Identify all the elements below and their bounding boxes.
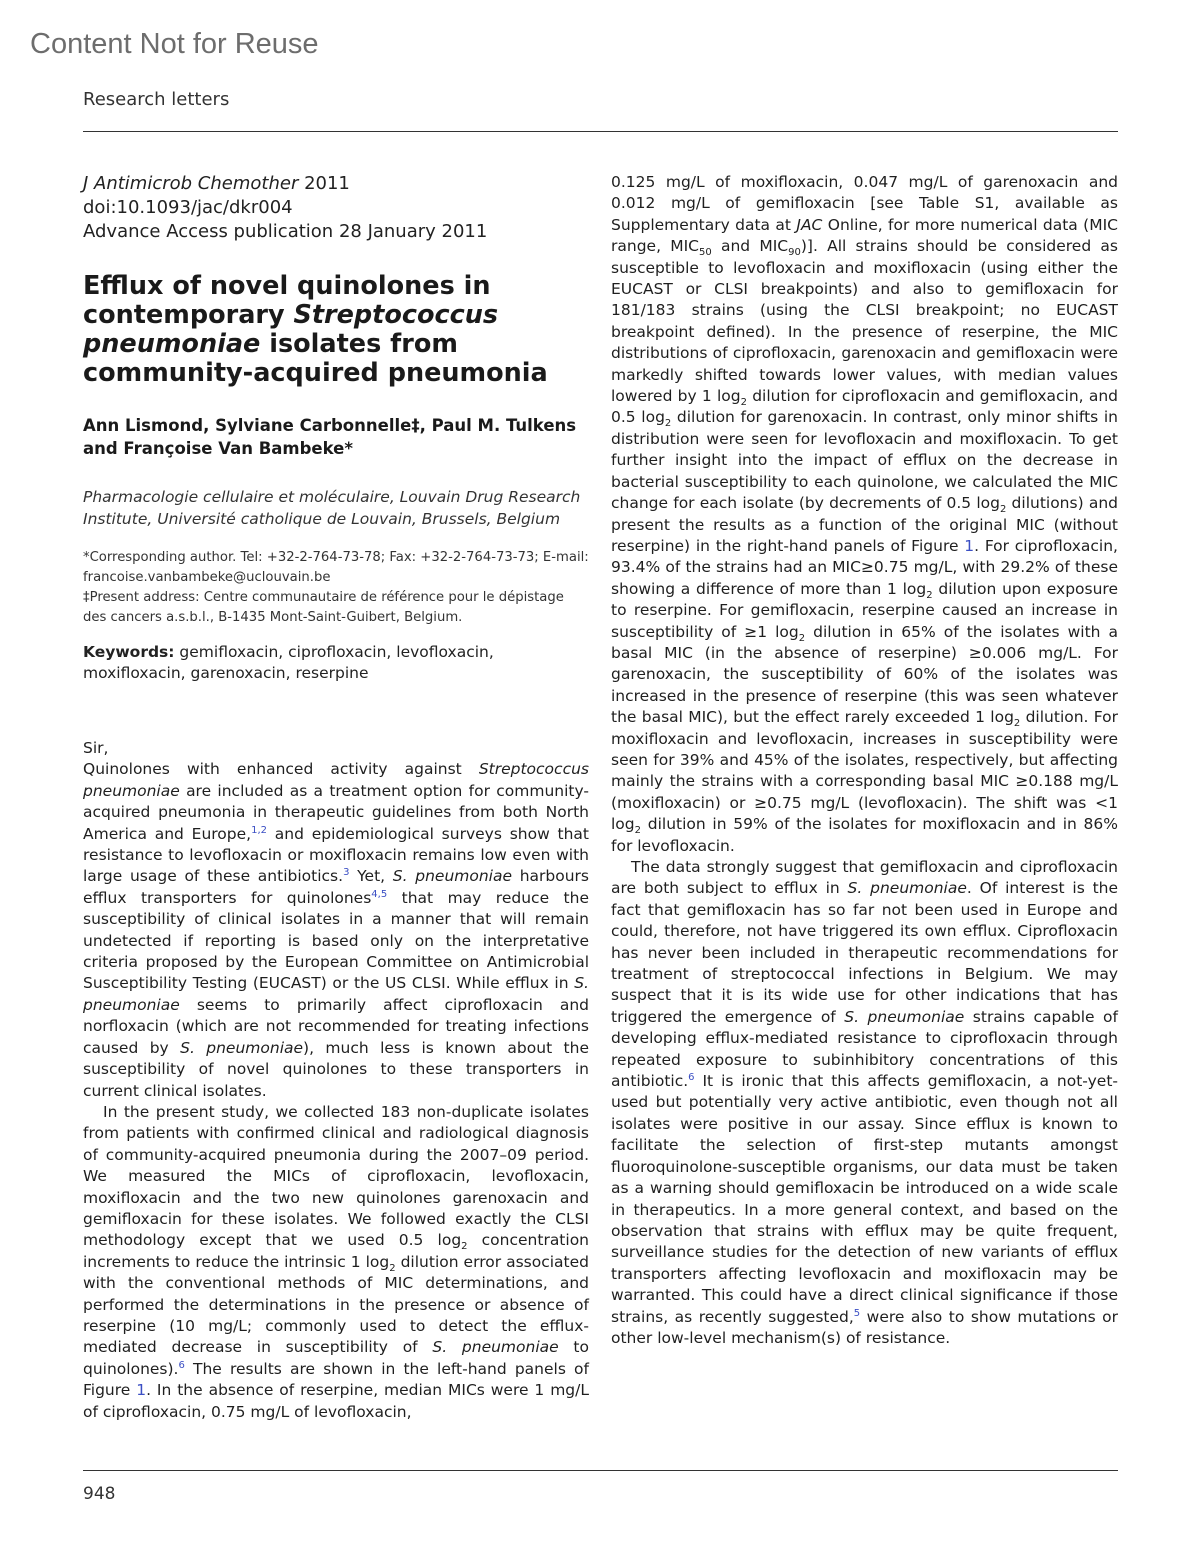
- advance-access: Advance Access publication 28 January 2011: [83, 221, 488, 242]
- keywords-label: Keywords:: [83, 643, 175, 661]
- text-run: seems to primarily affect ciprofloxacin and norfloxacin (which are not recommended for treating infections caused by: [83, 995, 589, 1057]
- reference-link[interactable]: 4,5: [371, 888, 388, 900]
- subscript: 2: [999, 504, 1007, 516]
- journal-year: 2011: [298, 173, 350, 194]
- text-run: . Of interest is the fact that gemifloxacin has so far not been used in Europe and could, therefore, not have triggered its own efflux. Ciprofloxacin has never been included in therapeutic recommendations for treatment of streptococcal infections in Belgium. We may suspect that it is its wide use for other indications that has triggered the emergence of: [611, 879, 1119, 1026]
- subscript: 2: [389, 1262, 396, 1274]
- salutation: Sir,: [83, 739, 109, 757]
- subscript: 2: [926, 589, 933, 601]
- text-run: . In the absence of reserpine, median MICs were 1 mg/L of ciprofloxacin, 0.75 mg/L of levofloxacin,: [83, 1381, 589, 1421]
- right-column: [611, 172, 1118, 1349]
- title-part: Efflux of novel quinolones in contemporary: [83, 271, 491, 330]
- text-run: strains capable of developing efflux-mediated resistance to ciprofloxacin through repeated exposure to subinhibitory concentrations of this antibiotic.: [611, 1007, 1118, 1091]
- subscript: 2: [461, 1241, 468, 1253]
- text-run: It is ironic that this affects gemifloxacin, a not-yet-used but potentially very active antibiotic, even though not all isolates were positive in our assay. Since efflux is known to facilitate the selection of first-step mutants amongst fluoroquinolone-susceptible organisms, our data must be taken as a warning should gemifloxacin be introduced on a wide scale in therapeutics. In a more general context, and based on the observation that strains with efflux may be quite frequent, surveillance studies for the detection of new variants of efflux transporters affecting levofloxacin and moxifloxacin may be warranted. This could have a direct clinical significance if those strains, as recently suggested,: [611, 1072, 1118, 1326]
- correspondence-notes: [83, 548, 589, 628]
- doi: doi:10.1093/jac/dkr004: [83, 197, 293, 218]
- text-run: harbours efflux transporters for quinolones: [83, 867, 589, 907]
- species-name: S. pneumoniae: [432, 1338, 559, 1357]
- species-name: S. pneumoniae: [180, 1038, 304, 1057]
- left-column: [83, 172, 589, 1423]
- subscript: 2: [740, 397, 747, 409]
- text-run: dilutions) and present the results as a function of the original MIC (without reserpine) in the right-hand panels of Figure: [611, 494, 1118, 555]
- footer-rule: [83, 1470, 1118, 1471]
- text-run: to quinolones).: [83, 1338, 589, 1378]
- text-run: Quinolones with enhanced activity against: [83, 760, 479, 779]
- reference-link[interactable]: 3: [343, 867, 350, 879]
- watermark: Content Not for Reuse: [30, 28, 319, 60]
- reference-link[interactable]: 1,2: [251, 824, 267, 836]
- paragraph-4: [611, 857, 1118, 1349]
- text-run: dilution for garenoxacin. In contrast, only minor shifts in distribution were seen for levofloxacin and moxifloxacin. To get further insight into the impact of efflux on the decrease in bacterial susceptibility to each quinolone, we calculated the MIC change for each isolate (by decrements of 0.5 log: [611, 408, 1118, 513]
- section-label: Research letters: [83, 89, 230, 110]
- subscript: 2: [798, 632, 806, 644]
- corresponding-author: *Corresponding author. Tel: +32-2-764-73-78; Fax: +32-2-764-73-73; E-mail: francoise.vanbambeke@uclouvain.be: [83, 550, 589, 585]
- text-run: dilution in 65% of the isolates with a basal MIC (in the absence of reserpine) ≥0.006 mg/L. For garenoxacin, the susceptibility of 60% of the isolates was increased in the presence of reserpine (this was seen whatever the basal MIC), but the effect rarely exceeded 1 log: [611, 622, 1118, 727]
- author-list: Ann Lismond, Sylviane Carbonnelle‡, Paul M. Tulkens and Françoise Van Bambeke*: [83, 416, 577, 458]
- paragraph-3: [611, 172, 1118, 857]
- species-name: S. pneumoniae: [83, 974, 589, 1014]
- text-run: The data strongly suggest that gemifloxacin and ciprofloxacin are both subject to efflux in: [611, 858, 1118, 898]
- keywords-list: gemifloxacin, ciprofloxacin, levofloxacin, moxifloxacin, garenoxacin, reserpine: [83, 643, 494, 682]
- text-run: dilution in 59% of the isolates for moxifloxacin and in 86% for levofloxacin.: [611, 815, 1118, 855]
- figure-link[interactable]: 1: [964, 536, 975, 555]
- text-run: and epidemiological surveys show that resistance to levofloxacin or moxifloxacin remains low even with large usage of these antibiotics.: [83, 824, 589, 886]
- affiliation: Pharmacologie cellulaire et moléculaire, Louvain Drug Research Institute, Université catholique de Louvain, Brussels, Belgium: [83, 488, 581, 528]
- text-run: that may reduce the susceptibility of clinical isolates in a manner that will remain undetected if reporting is based only on the interpretative criteria proposed by the European Committee on Antimicrobial Susceptibility Testing (EUCAST) or the US CLSI. While efflux in: [83, 888, 589, 993]
- title-part: isolates from community-acquired pneumonia: [83, 329, 548, 388]
- text-run: Online, for more numerical data (MIC range, MIC: [611, 215, 1118, 256]
- text-run: dilution. For moxifloxacin and levofloxacin, increases in susceptibility were seen for 39% and 45% of the isolates, respectively, but affecting mainly the strains with a corresponding basal MIC ≥0.188 mg/L (moxifloxacin) or ≥0.75 mg/L (levofloxacin). The shift was <1 log: [611, 708, 1118, 834]
- journal-line: [83, 172, 589, 196]
- title-species: Streptococcus pneumoniae: [83, 300, 499, 359]
- text-run: . For ciprofloxacin, 93.4% of the strains had an MIC≥0.75 mg/L, with 29.2% of these showing a difference of more than 1 log: [611, 536, 1118, 598]
- text-run: and MIC: [711, 237, 789, 256]
- header-rule: [83, 131, 1118, 132]
- present-address: ‡Present address: Centre communautaire de référence pour le dépistage des cancers a.s.b.l., B-1435 Mont-Saint-Guibert, Belgium.: [83, 590, 564, 625]
- text-run: dilution upon exposure to reserpine. For gemifloxacin, reserpine caused an increase in susceptibility of ≥1 log: [611, 579, 1118, 641]
- species-name: S. pneumoniae: [392, 867, 513, 886]
- keywords: [83, 642, 589, 684]
- text-run: The results are shown in the left-hand panels of Figure: [83, 1359, 589, 1400]
- reference-link[interactable]: 5: [853, 1307, 861, 1319]
- page-number: 948: [83, 1484, 116, 1504]
- text-run: ), much less is known about the susceptibility of novel quinolones to these transporters in current clinical isolates.: [83, 1038, 589, 1100]
- journal-abbrev: JAC: [796, 215, 823, 234]
- subscript: 2: [634, 825, 642, 837]
- citation-block: [83, 172, 589, 244]
- subscript: 50: [699, 247, 712, 259]
- species-name: S. pneumoniae: [844, 1007, 965, 1026]
- paragraph-2: [83, 1102, 589, 1423]
- article-title: [83, 272, 589, 388]
- text-run: )]. All strains should be considered as susceptible to levofloxacin and moxifloxacin (using either the EUCAST or CLSI breakpoints) and also to gemifloxacin for 181/183 strains (using the CLSI breakpoint; no EUCAST breakpoint defined). In the presence of reserpine, the MIC distributions of ciprofloxacin, garenoxacin and gemifloxacin were markedly shifted towards lower values, with median values lowered by 1 log: [611, 237, 1118, 406]
- text-run: Yet,: [349, 867, 393, 886]
- journal-name: J Antimicrob Chemother: [83, 173, 299, 194]
- text-run: 0.125 mg/L of moxifloxacin, 0.047 mg/L of garenoxacin and 0.012 mg/L of gemifloxacin [see Table S1, available as Supplementary data at: [611, 173, 1118, 234]
- paragraph-1: [83, 759, 589, 1102]
- text-run: are included as a treatment option for community-acquired pneumonia in therapeutic guidelines from both North America and Europe,: [83, 781, 589, 843]
- text-run: dilution for ciprofloxacin and gemifloxacin, and 0.5 log: [611, 387, 1118, 427]
- reference-link[interactable]: 6: [688, 1072, 695, 1084]
- species-name: Streptococcus pneumoniae: [83, 760, 589, 800]
- text-run: In the present study, we collected 183 non-duplicate isolates from patients with confirmed clinical and radiological diagnosis of community-acquired pneumonia during the 2007–09 period. We measured the MICs of ciprofloxacin, levofloxacin, moxifloxacin and the two new quinolones garenoxacin and gemifloxacin for these isolates. We followed exactly the CLSI methodology except that we used 0.5 log: [83, 1102, 589, 1250]
- subscript: 90: [788, 247, 801, 259]
- figure-link[interactable]: 1: [136, 1381, 147, 1400]
- subscript: 2: [1013, 718, 1021, 730]
- text-run: concentration increments to reduce the intrinsic 1 log: [83, 1231, 590, 1271]
- reference-link[interactable]: 6: [178, 1359, 185, 1371]
- text-run: were also to show mutations or other low-level mechanism(s) of resistance.: [611, 1307, 1118, 1347]
- text-run: dilution error associated with the conventional methods of MIC determinations, and performed the determinations in the presence or absence of reserpine (10 mg/L; commonly used to detect the efflux-mediated decrease in susceptibility of: [83, 1252, 589, 1357]
- subscript: 2: [664, 418, 672, 430]
- species-name: S. pneumoniae: [847, 879, 967, 898]
